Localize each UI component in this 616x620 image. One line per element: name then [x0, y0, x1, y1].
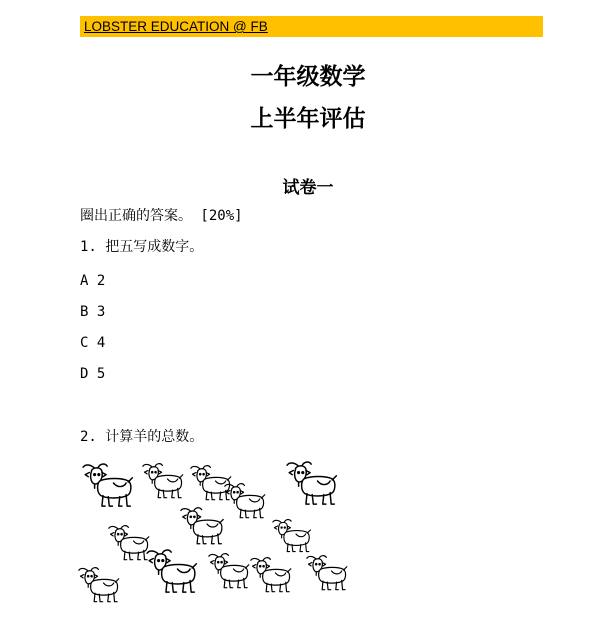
page-subtitle: 上半年评估 [250, 106, 366, 132]
section-title: 试卷一 [282, 178, 334, 198]
goat-icon [79, 568, 119, 602]
option-letter: B [80, 304, 89, 320]
page-title: 一年级数学 [250, 64, 366, 90]
header-banner [80, 16, 543, 37]
question-text: 把五写成数字。 [105, 239, 204, 255]
option-d[interactable] [80, 365, 105, 383]
option-a[interactable] [80, 272, 105, 290]
option-letter: A [80, 273, 89, 289]
option-b[interactable] [80, 303, 105, 321]
goat-icon [225, 484, 265, 518]
goat-icon [273, 520, 311, 552]
instruction-text: 圈出正确的答案。 [20%] [80, 208, 243, 224]
option-value: 3 [96, 304, 106, 320]
goat-icon [181, 508, 223, 544]
goat-icon [143, 464, 183, 498]
goat-icon [147, 550, 196, 592]
option-c[interactable] [80, 334, 105, 352]
option-value: 5 [96, 366, 106, 382]
question-text: 计算羊的总数。 [105, 429, 204, 445]
goat-icon [251, 558, 291, 592]
goat-icon [209, 554, 249, 588]
question-number: 2. [80, 429, 97, 445]
option-value: 2 [96, 273, 106, 289]
goat-illustration [78, 456, 358, 616]
goat-icon [307, 556, 347, 590]
option-value: 4 [96, 335, 106, 351]
option-letter: C [80, 335, 89, 351]
question-number: 1. [80, 239, 97, 255]
goat-icon [191, 466, 231, 500]
question-2 [80, 428, 203, 446]
question-1 [80, 238, 203, 256]
goat-icon [287, 462, 336, 504]
goat-icon [109, 526, 149, 560]
goat-icon [83, 464, 132, 506]
option-letter: D [80, 366, 89, 382]
banner-text: LOBSTER EDUCATION @ FB [84, 19, 268, 34]
